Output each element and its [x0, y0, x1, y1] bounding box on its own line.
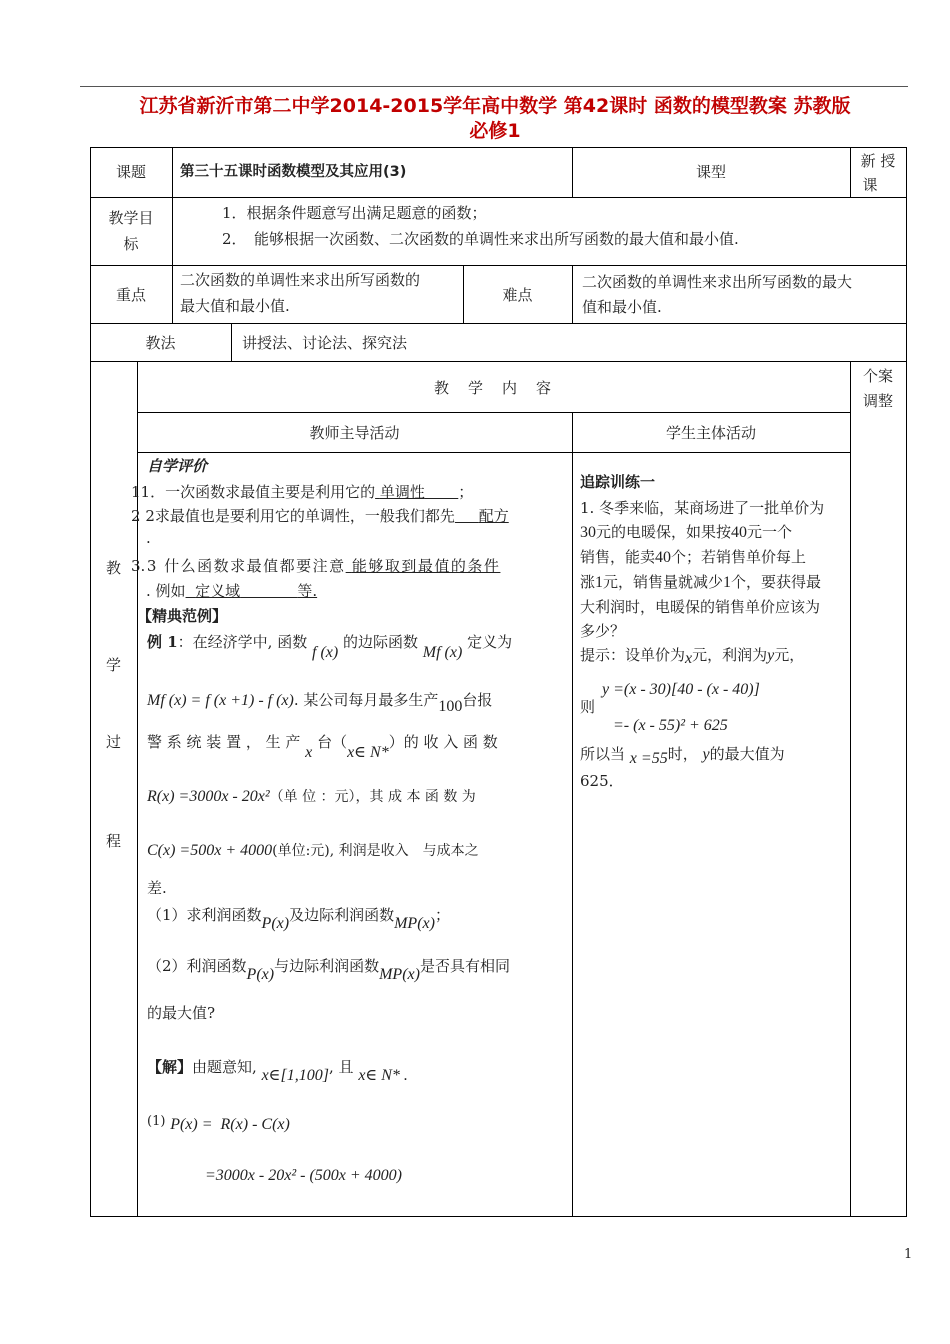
difficulty-text-2: 值和最小值. [582, 298, 662, 316]
q1-text: 1．一次函数求最值主要是利用它的 [140, 483, 376, 501]
page-number: 1 [904, 1247, 913, 1262]
table-border-top [90, 147, 906, 148]
adjust-label-2: 调整 [862, 392, 893, 410]
title-line-2: 必修1 [469, 120, 521, 142]
lesson-type-value-1: 新 授 [860, 152, 896, 170]
q2-answer: 配方 [478, 507, 509, 525]
process-side-label-2: 学 [105, 656, 121, 674]
practice-hint: 提示：设单价为x元，利润为y元， [580, 646, 805, 667]
method-label: 教法 [145, 334, 176, 352]
table-border [90, 361, 906, 362]
goals-label-2: 标 [123, 235, 139, 253]
practice-line-1: 1. 冬季来临，某商场进了一批单价为 [580, 499, 825, 517]
solution-intro: 【解】由题意知, x∈[1,100], 且 x∈ N* . [147, 1058, 408, 1084]
table-border [90, 265, 906, 266]
q2-end: . [146, 529, 151, 547]
difficulty-label: 难点 [502, 286, 533, 304]
title-line-1: 江苏省新沂市第二中学2014-2015学年高中数学 第42课时 函数的模型教案 苏教版 [139, 95, 851, 117]
top-rule [80, 86, 908, 87]
lesson-type-value-2: 课 [862, 176, 878, 194]
question-2-line2: 的最大值? [147, 1004, 216, 1022]
table-border [137, 412, 850, 413]
focus-label: 重点 [115, 286, 146, 304]
table-border [90, 197, 906, 198]
review-q1 [131, 480, 571, 504]
table-border [850, 361, 851, 1217]
q2-number: 2 [131, 507, 141, 525]
adjust-label-1: 个案 [862, 367, 893, 385]
q1-answer: 单调性 [379, 483, 425, 501]
table-border [137, 452, 850, 453]
example1-line3: 警 系 统 装 置 ， 生 产 x 台（x∈ N*）的 收 入 函 数 [147, 733, 498, 761]
example1-line5: C(x) =500x + 4000(单位:元), 利润是收入 与成本之 [147, 842, 479, 859]
q3-text: .3 什么函数求最值都要注意 [140, 557, 346, 575]
process-side-label-1: 教 [105, 559, 121, 577]
practice-line-3: 销售，能卖40个；若销售单价每上 [580, 548, 807, 566]
method-value: 讲授法、讨论法、探究法 [242, 334, 408, 352]
focus-text-1: 二次函数的单调性来求出所写函数的 [180, 271, 421, 289]
q2-text: 2求最值也是要利用它的单调性，一般我们都先 [145, 507, 455, 525]
document-title [80, 94, 910, 144]
practice-line-5: 大利润时，电暖保的销售单价应该为 [580, 598, 821, 616]
example1-line1: 例 1：在经济学中, 函数 f (x) 的边际函数 Mf (x) 定义为 [147, 633, 513, 661]
content-header: 教 学 内 容 [433, 379, 553, 397]
practice-line-2: 30元的电暖保，如果按40元一个 [580, 523, 793, 541]
review-q2 [131, 504, 571, 528]
q1-end: ； [458, 483, 474, 501]
table-border-right [906, 147, 907, 1217]
review-q3-line2 [146, 579, 566, 603]
q3-number: 3 [131, 557, 141, 575]
q3-example: . 例如 [146, 582, 186, 600]
solution-step-2: =3000x - 20x² - (500x + 4000) [205, 1167, 403, 1184]
table-border [572, 265, 573, 323]
solution-step-1: (1) P(x) = R(x) - C(x) [147, 1114, 290, 1133]
example1-line2: Mf (x) = f (x +1) - f (x). 某公司每月最多生产100台报 [147, 691, 493, 715]
question-2: （2）利润函数P(x)与边际利润函数MP(x)是否具有相同 [147, 957, 510, 983]
difficulty-text-1: 二次函数的单调性来求出所写函数的最大 [582, 273, 853, 291]
practice-line-4: 涨1元，销售量就减少1个，要获得最 [580, 573, 822, 591]
topic-label: 课题 [115, 163, 146, 181]
q3-example-answer: 定义域 等. [195, 582, 318, 600]
practice-formula-2: =- (x - 55)² + 625 [613, 717, 728, 734]
goals-label-1: 教学目 [108, 209, 154, 227]
teacher-activity-header: 教师主导活动 [309, 424, 400, 442]
example1-line6: 差. [147, 879, 167, 897]
self-eval-heading: 自学评价 [147, 457, 208, 475]
practice-result-value: 625． [580, 772, 624, 790]
q3-answer: 能够取到最值的条件 [351, 557, 501, 575]
classic-examples-heading: 【精典范例】 [137, 607, 228, 625]
practice-then-label: 则 [580, 698, 596, 716]
lesson-topic: 第三十五课时函数模型及其应用(3) [180, 164, 407, 180]
example1-label: 例 1 [147, 633, 178, 651]
practice-formula-1: y =(x - 30)[40 - (x - 40)] [602, 681, 760, 698]
process-side-label-4: 程 [105, 832, 121, 850]
table-border [572, 412, 573, 1217]
practice-line-6: 多少？ [580, 622, 626, 640]
example1-line4: R(x) =3000x - 20x²（单 位 ：元），其 成 本 函 数 为 [147, 788, 476, 805]
focus-text-2: 最大值和最小值. [180, 297, 290, 315]
tracking-practice-heading: 追踪训练一 [580, 473, 656, 491]
student-activity-header: 学生主体活动 [665, 424, 756, 442]
table-border-left [90, 147, 91, 1217]
table-border-bottom [90, 1216, 906, 1217]
question-1: （1）求利润函数P(x)及边际利润函数MP(x)； [147, 906, 450, 932]
goal-item-2: 2． 能够根据一次函数、二次函数的单调性来求出所写函数的最大值和最小值. [222, 230, 739, 248]
table-border [231, 323, 232, 361]
table-border [172, 147, 173, 323]
table-border [90, 323, 906, 324]
lesson-type-label: 课型 [695, 163, 726, 181]
practice-result: 所以当 x =55时， y的最大值为 [580, 745, 785, 767]
goal-item-1: 1．根据条件题意写出满足题意的函数； [222, 204, 487, 222]
process-side-label-3: 过 [105, 733, 121, 751]
q1-number: 1 [131, 483, 141, 501]
review-q3 [131, 554, 571, 578]
